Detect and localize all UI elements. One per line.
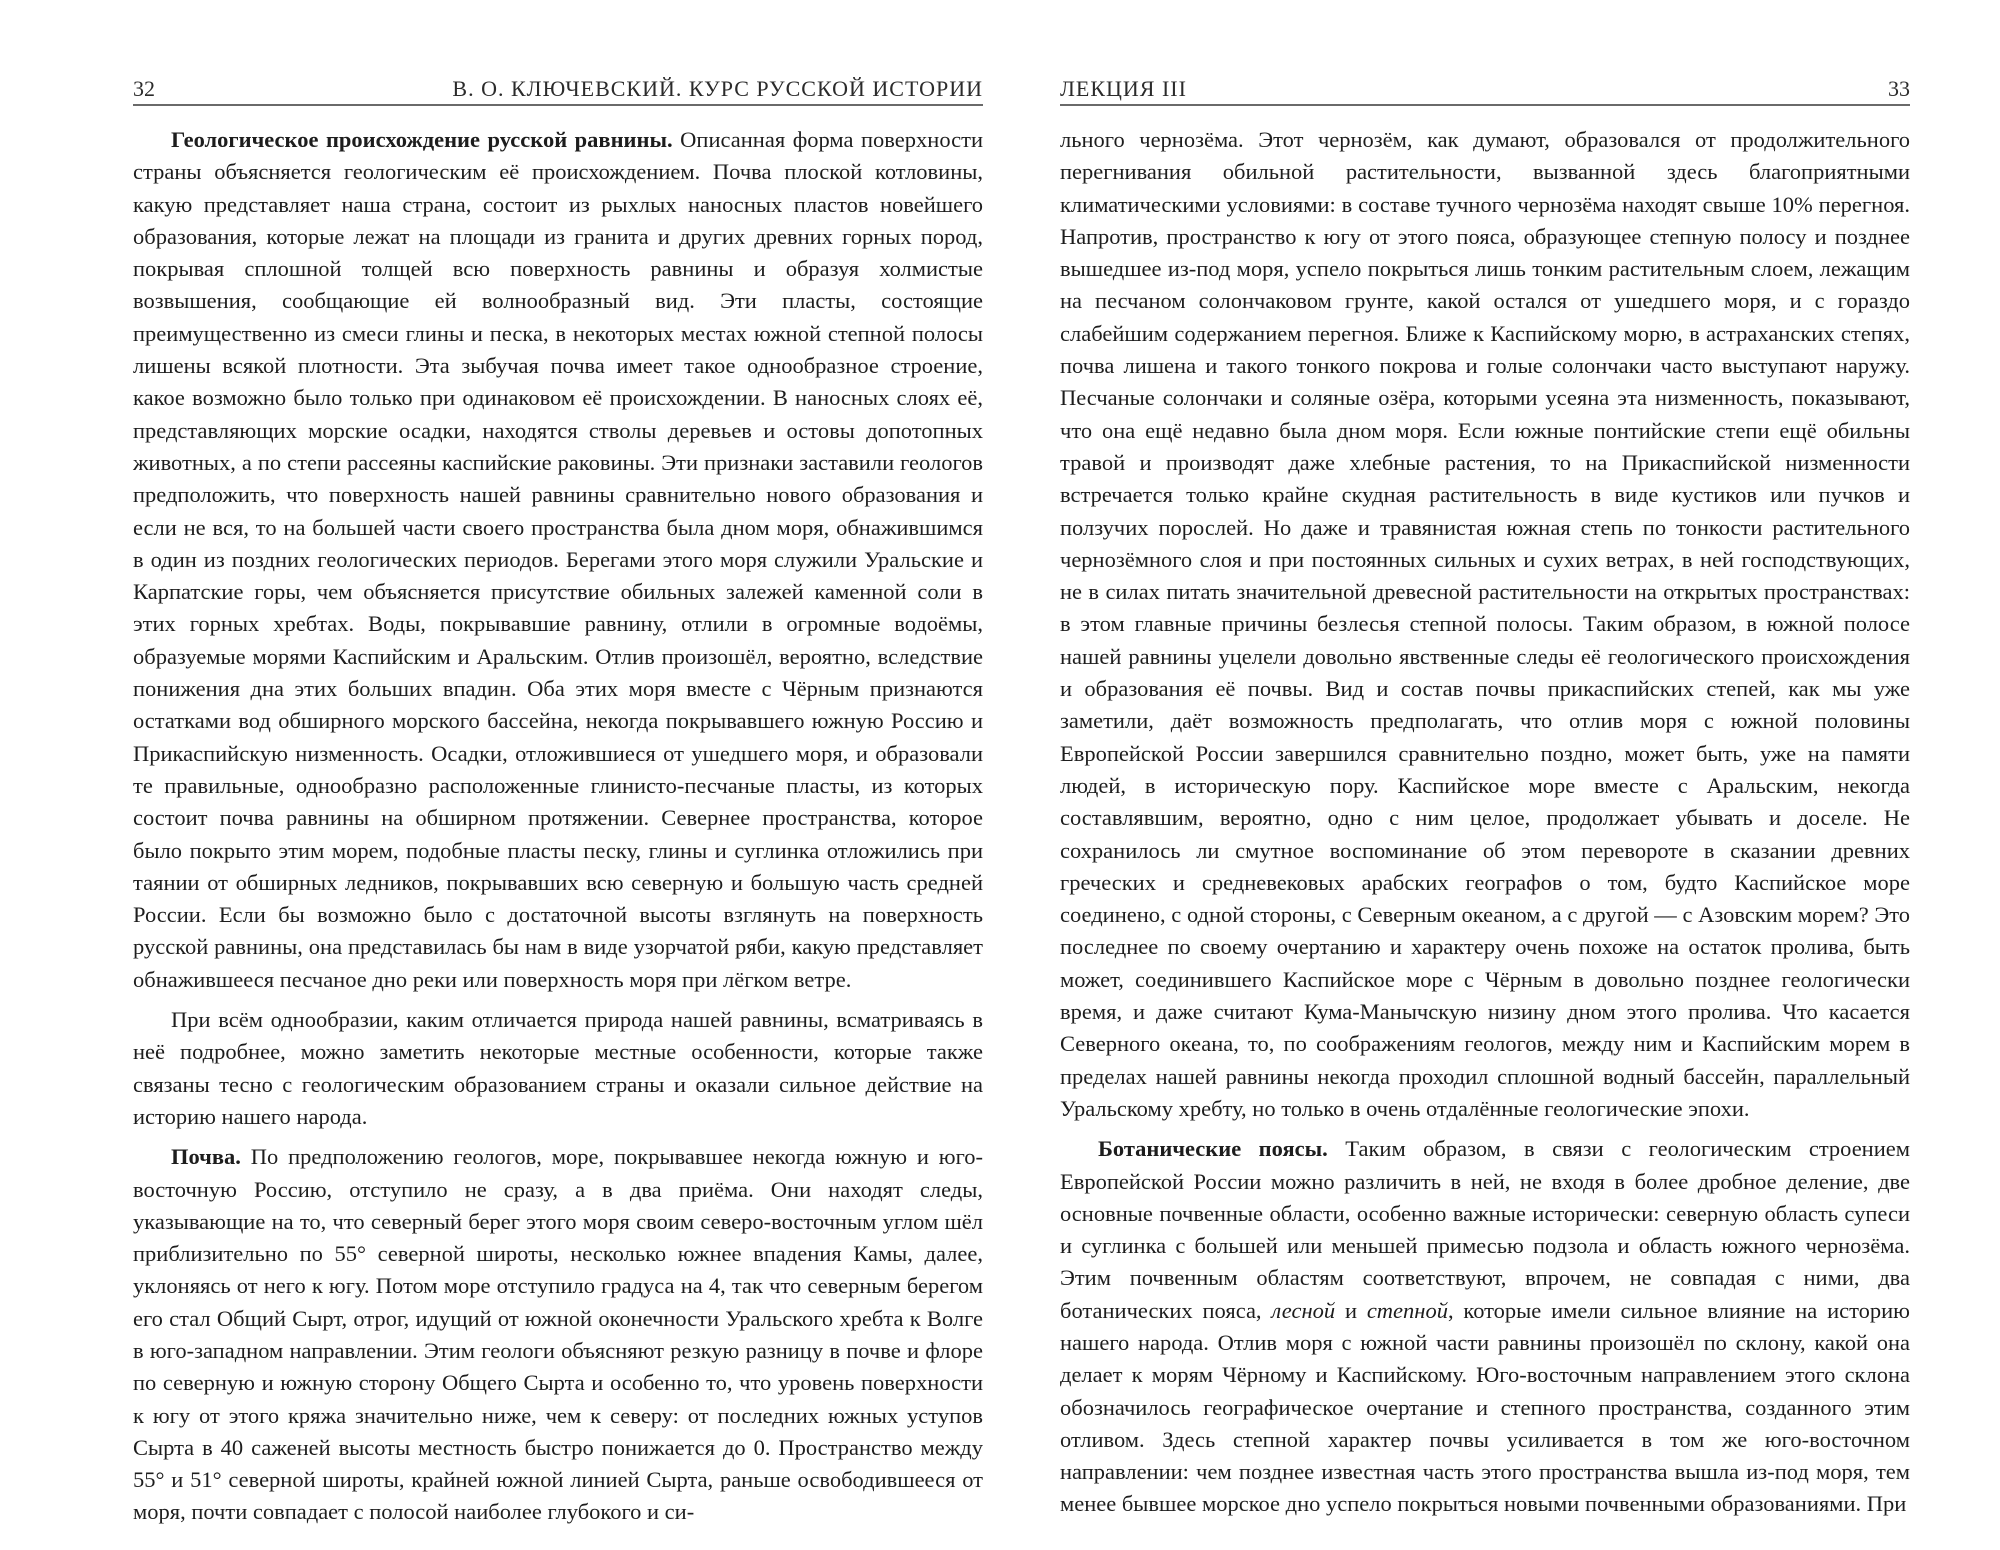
italic-term-forest: лесной [1271, 1297, 1336, 1323]
right-page [1060, 0, 1910, 1550]
section-heading-botanical: Ботанические поясы. [1098, 1136, 1328, 1162]
running-head-title-left: В. О. КЛЮЧЕВСКИЙ. КУРС РУССКОЙ ИСТОРИИ [452, 76, 983, 101]
running-head-right [1060, 76, 1910, 106]
paragraph-text: При всём однообразии, каким отличается природа нашей равнины, всматриваясь в неё подробнее, можно заметить некоторые местные особенности, которые также связаны тесно с геологическим образованием страны и оказали сильное действие на историю нашего народа. [133, 1007, 983, 1129]
left-body-text [133, 124, 983, 1537]
paragraph [133, 124, 983, 996]
paragraph-text: и [1335, 1297, 1367, 1323]
italic-term-steppe: степной [1366, 1297, 1448, 1323]
paragraph-text: , которые имели сильное влияние на историю нашего народа. Отлив моря с южной части равнины произошёл по склону, какой она делает к морям Чёрному и Каспийскому. Юго-восточным направлением этого склона обозначилось географическое очертание и степного пространства, созданного этим отливом. Здесь степной характер почвы усиливается в том же юго-восточном направлении: чем позднее известная часть этого пространства вышла из-под моря, тем менее бывшее морское дно успело покрыться новыми почвенными образованиями. При [1060, 1297, 1910, 1517]
paragraph [133, 1141, 983, 1529]
running-head-title-right: ЛЕКЦИЯ III [1060, 76, 1187, 101]
paragraph-text: Описанная форма поверхности страны объясняется геологическим её происхождением. Почва плоской котловины, какую представляет наша страна, состоит из рыхлых наносных пластов новейшего образования, которые лежат на площади из гранита и других древних горных пород, покрывая сплошной толщей всю поверхность равнины и образуя холмистые возвышения, сообщающие ей волнообразный вид. Эти пласты, состоящие преимущественно из смеси глины и песка, в некоторых местах южной степной полосы лишены всякой плотности. Эта зыбучая почва имеет такое однообразное строение, какое возможно было только при одинаковом её происхождении. В наносных слоях её, представляющих морские осадки, находятся стволы деревьев и остовы допотопных животных, а по степи рассеяны каспийские раковины. Эти признаки заставили геологов предположить, что поверхность нашей равнины сравнительно нового образования и если не вся, то на большей части своего пространства была дном моря, обнажившимся в один из поздних геологических периодов. Берегами этого моря служили Уральские и Карпатские горы, чем объясняется присутствие обильных залежей каменной соли в этих горных хребтах. Воды, покрывавшие равнину, отлили в огромные водоёмы, образуемые морями Каспийским и Аральским. Отлив произошёл, вероятно, вследствие понижения дна этих больших впадин. Оба этих моря вместе с Чёрным признаются остатками вод обширного морского бассейна, некогда покрывавшего южную Россию и Прикаспийскую низменность. Осадки, отложившиеся от ушедшего моря, и образовали те правильные, однообразно расположенные глинисто-песчаные пласты, из которых состоит почва равнины на обширном протяжении. Севернее пространства, которое было покрыто этим морем, подобные пласты песку, глины и суглинка отложились при таянии от обширных ледников, покрывавших всю северную и большую часть средней России. Если бы возможно было с достаточной высоты взглянуть на поверхность русской равнины, она представилась бы нам в виде узорчатой ряби, какую представляет обнажившееся песчаное дно реки или поверхность моря при лёгком ветре. [133, 127, 983, 992]
right-body-text [1060, 124, 1910, 1529]
paragraph-text: льного чернозёма. Этот чернозём, как думают, образовался от продолжительного перегнивания обильной растительности, вызванной здесь благоприятными климатическими условиями: в составе тучного чернозёма находят свыше 10% перегноя. Напротив, пространство к югу от этого пояса, образующее степную полосу и позднее вышедшее из-под моря, успело покрыться лишь тонким растительным слоем, лежащим на песчаном солончаковом грунте, какой остался от ушедшего моря, и с гораздо слабейшим содержанием перегноя. Ближе к Каспийскому морю, в астраханских степях, почва лишена и такого тонкого покрова и голые солончаки часто выступают наружу. Песчаные солончаки и соляные озёра, которыми усеяна эта низменность, показывают, что она ещё недавно была дном моря. Если южные понтийские степи ещё обильны травой и производят даже хлебные растения, то на Прикаспийской низменности встречается только крайне скудная растительность в виде кустиков или пучков и ползучих порослей. Но даже и травянистая южная степь по тонкости растительного чернозёмного слоя и при постоянных сильных и сухих ветрах, в ней господствующих, не в силах питать значительной древесной растительности на открытых пространствах: в этом главные причины безлесья степной полосы. Таким образом, в южной полосе нашей равнины уцелели довольно явственные следы её геологического происхождения и образования её почвы. Вид и состав почвы прикаспийских степей, как мы уже заметили, даёт возможность предполагать, что отлив моря с южной половины Европейской России завершился сравнительно поздно, может быть, уже на памяти людей, в историческую пору. Каспийское море вместе с Аральским, некогда составлявшим, вероятно, одно с ним целое, продолжает убывать и доселе. Не сохранилось ли смутное воспоминание об этом перевороте в сказании древних греческих и средневековых арабских географов о том, будто Каспийское море соединено, с одной стороны, с Северным океаном, а с другой — с Азовским морем? Это последнее по своему очертанию и характеру очень похоже на остаток пролива, быть может, соединившего Каспийское море с Чёрным в довольно позднее геологически время, и даже считают Кума-Манычскую низину дном этого пролива. Что касается Северного океана, то, по соображениям геологов, между ним и Каспийским морем в пределах нашей равнины некогда проходил сплошной водный бассейн, параллельный Уральскому хребту, но только в очень отдалённые геологические эпохи. [1060, 127, 1910, 1121]
paragraph [133, 1004, 983, 1133]
page-number-left: 32 [133, 76, 155, 101]
section-heading-geology: Геологическое происхождение русской равнины. [171, 127, 673, 152]
paragraph-text: По предположению геологов, море, покрывавшее некогда южную и юго-восточную Россию, отступило не сразу, а в два приёма. Они находят следы, указывающие на то, что северный берег этого моря своим северо-восточным углом шёл приблизительно по 55° северной широты, несколько южнее впадения Камы, далее, уклоняясь от него к югу. Потом море отступило градуса на 4, так что северным берегом его стал Общий Сырт, отрог, идущий от южной оконечности Уральского хребта к Волге в юго-западном направлении. Этим геологи объясняют резкую разницу в почве и флоре по северную и южную сторону Общего Сырта и особенно то, что уровень поверхности к югу от этого кряжа значительно ниже, чем к северу: от последних южных уступов Сырта в 40 саженей высоты местность быстро понижается до 0. Пространство между 55° и 51° северной широты, крайней южной линией Сырта, раньше освободившееся от моря, почти совпадает с полосой наиболее глубокого и си- [133, 1144, 983, 1525]
paragraph [1060, 124, 1910, 1125]
page-number-right: 33 [1888, 76, 1910, 101]
paragraph [1060, 1133, 1910, 1521]
paragraph-text: Таким образом, в связи с геологическим строением Европейской России можно различить в ней, не входя в более дробное деление, две основные почвенные области, особенно важные исторически: северную область супеси и суглинка с большей или меньшей примесью подзола и область южного чернозёма. Этим почвенным областям соответствуют, впрочем, не совпадая с ними, два ботанических пояса, [1060, 1136, 1910, 1323]
section-heading-soil: Почва. [171, 1144, 241, 1170]
left-page [133, 0, 983, 1550]
running-head-left [133, 76, 983, 106]
